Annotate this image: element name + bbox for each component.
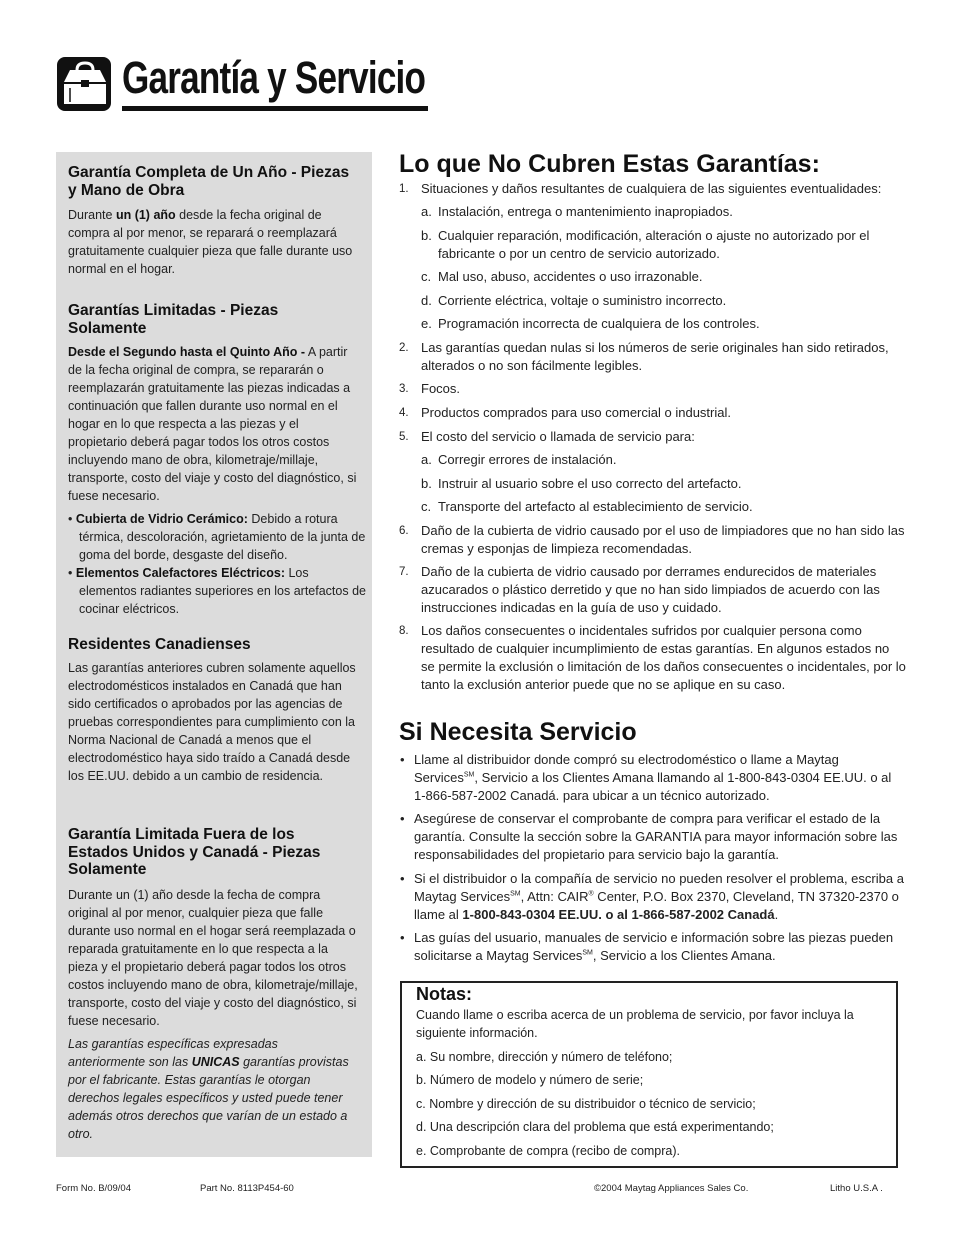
exclusion-marker: 5. [399,431,409,443]
service-bullet-manuals: Las guías del usuario, manuales de servicio e información sobre las piezas pueden solicitarse a Maytag Services℠, Servicio a los Clientes Amana. [414,930,894,963]
ceramic-glass-bullet: • Cubierta de Vidrio Cerámico: Debido a rotura térmica, descoloración, agrietamiento de la junta de goma del borde, desgaste del diseño. [68,512,366,562]
notes-title: Notas: [416,984,473,1004]
exclusion-item: Transporte del artefacto al establecimiento de servicio. [438,499,753,514]
exclusions-heading: Lo que No Cubren Estas Garantías: [399,150,820,178]
exclusion-item: Cualquier reparación, modificación, alteración o ajuste no autorizado por el fabricante o por un centro de servicio autorizado. [438,228,870,261]
exclusion-item: Las garantías quedan nulas si los números de serie originales han sido retirados, alterados o no son fácilmente legibles. [421,340,889,373]
service-bullet-receipt: Asegúrese de conservar el comprobante de compra para verificar el estado de la garantía. Consulte la sección sobre la GARANTIA para mayor información sobre las responsabilidades del propietario para servicio bajo la garantía. [414,811,898,862]
service-bullet-marker: • [400,811,405,826]
exclusion-marker: 1. [399,183,409,195]
service-bullet-marker: • [400,930,405,945]
outside-us-heading: Garantía Limitada Fuera de los Estados Unidos y Canadá - Piezas Solamente [68,826,321,878]
exclusion-marker: e. [421,316,432,331]
exclusion-marker: 6. [399,525,409,537]
notes-item: a. Su nombre, dirección y número de teléfono; [416,1050,673,1064]
toolbox-icon [56,56,112,112]
canadian-residents-text: Las garantías anteriores cubren solamente aquellos electrodomésticos instalados en Canadá que han sido certificados o aprobados por las agencias de pruebas correspondientes para cumplimiento con la Norma Nacional de Canadá a menos que el electrodoméstico haya sido traído a Canadá desde los EE.UU. debido a un cambio de residencia. [68,661,356,783]
exclusion-item: Productos comprados para uso comercial o industrial. [421,405,731,420]
exclusion-marker: 2. [399,342,409,354]
service-bullet-write: Si el distribuidor o la compañía de servicio no pueden resolver el problema, escriba a Maytag Services℠, Attn: CAIR® Center, P.O. Box 2370, Cleveland, TN 37320-2370 o llame al 1-800-843-0304 EE.UU. o al 1-866-587-2002 Canadá. [414,871,904,922]
limited-warranty-heading: Garantías Limitadas - Piezas Solamente [68,302,279,337]
exclusion-marker: 7. [399,566,409,578]
litho: Litho U.S.A . [830,1183,883,1194]
service-bullet-call: Llame al distribuidor donde compró su electrodoméstico o llame a Maytag Services℠, Servicio a los Clientes Amana llamando al 1-800-843-0304 EE.UU. o al 1-866-587-2002 Canadá. para ubicar a un técnico autorizado. [414,752,892,803]
copyright: ©2004 Maytag Appliances Sales Co. [594,1183,749,1194]
full-warranty-text: Durante un (1) año desde la fecha original de compra al por menor, se reparará o reemplazará gratuitamente cualquier pieza que falle durante uso normal en el hogar. [68,208,353,276]
exclusion-item: Mal uso, abuso, accidentes o uso irrazonable. [438,269,703,284]
service-bullet-marker: • [400,871,405,886]
heating-elements-bullet: • Elementos Calefactores Eléctricos: Los elementos radiantes superiores en los artefactos de cocinar eléctricos. [68,566,366,616]
part-number: Part No. 8113P454-60 [200,1183,294,1194]
exclusion-marker: c. [421,499,432,514]
exclusion-item: Daño de la cubierta de vidrio causado por el uso de limpiadores que no han sido las cremas y esponjas de limpieza recomendadas. [421,523,905,556]
exclusion-item: Daño de la cubierta de vidrio causado por derrames endurecidos de materiales azucarados o plástico derretido y que no han sido limpiados de acuerdo con las instrucciones indicadas en la guía de uso y cuidado. [421,564,880,615]
exclusion-marker: 4. [399,407,409,419]
notes-item: b. Número de modelo y número de serie; [416,1073,644,1087]
title-underline [122,106,428,111]
form-number: Form No. B/09/04 [56,1183,131,1194]
notes-item: e. Comprobante de compra (recibo de compra). [416,1144,681,1158]
exclusion-marker: d. [421,293,432,308]
full-warranty-heading: Garantía Completa de Un Año - Piezas y Mano de Obra [68,164,350,199]
exclusion-item: Focos. [421,381,461,396]
page-title: Garantía y Servicio [122,52,426,103]
exclusion-item: Instruir al usuario sobre el uso correcto del artefacto. [438,476,742,491]
exclusion-item: Corriente eléctrica, voltaje o suministro incorrecto. [438,293,727,308]
limited-warranty-text: Desde el Segundo hasta el Quinto Año - A partir de la fecha original de compra, se repararán o reemplazarán gratuitamente las piezas indicadas a continuación que fallen durante uso normal en el hogar en lo que respecta a las piezas y el propietario deberá pagar todos los otros costos incluyendo mano de obra, kilometraje/millaje, transporte, costo del viaje y costo del diagnóstico, si fuese necesario. [68,345,357,503]
exclusion-marker: a. [421,204,432,219]
exclusion-marker: 3. [399,383,409,395]
exclusion-item: El costo del servicio o llamada de servicio para: [421,429,695,444]
notes-intro: Cuando llame o escriba acerca de un problema de servicio, por favor incluya la siguiente información. [416,1008,854,1040]
notes-item: d. Una descripción clara del problema que está experimentando; [416,1120,774,1134]
service-heading: Si Necesita Servicio [399,718,637,746]
exclusion-marker: 8. [399,625,409,637]
exclusion-item: Situaciones y daños resultantes de cualquiera de las siguientes eventualidades: [421,181,882,196]
canadian-residents-heading: Residentes Canadienses [68,636,251,653]
exclusion-item: Corregir errores de instalación. [438,452,617,467]
outside-us-text: Durante un (1) año desde la fecha de compra original al por menor, cualquier pieza que falle durante uso normal en el hogar será reemplazada o reparada gratuitamente en lo que respecta a la pieza y el propietario deberá pagar todos los otros costos incluyendo mano de obra, kilometraje/millaje, transporte, costo del viaje y costo del diagnóstico, si fuese necesario. [68,888,358,1028]
exclusion-marker: b. [421,228,432,243]
exclusion-item: Los daños consecuentes o incidentales sufridos por cualquier persona como resultado de cualquier incumplimiento de estas garantías. En algunos estados no se permite la exclusión o limitación de los daños consecuentes o incidentales, por lo tanto la exclusión anterior puede que no se aplique en su caso. [421,623,906,692]
exclusion-item: Programación incorrecta de cualquiera de los controles. [438,316,760,331]
exclusion-marker: b. [421,476,432,491]
exclusion-marker: a. [421,452,432,467]
exclusion-item: Instalación, entrega o mantenimiento inapropiados. [438,204,733,219]
notes-item: c. Nombre y dirección de su distribuidor o técnico de servicio; [416,1097,756,1111]
exclusion-marker: c. [421,269,432,284]
service-bullet-marker: • [400,752,405,767]
legal-rights-note: Las garantías específicas expresadas anteriormente son las UNICAS garantías provistas por el fabricante. Estas garantías le otorgan derechos legales específicos y usted puede tener además otros derechos que varían de un estado a otro. [68,1037,349,1141]
